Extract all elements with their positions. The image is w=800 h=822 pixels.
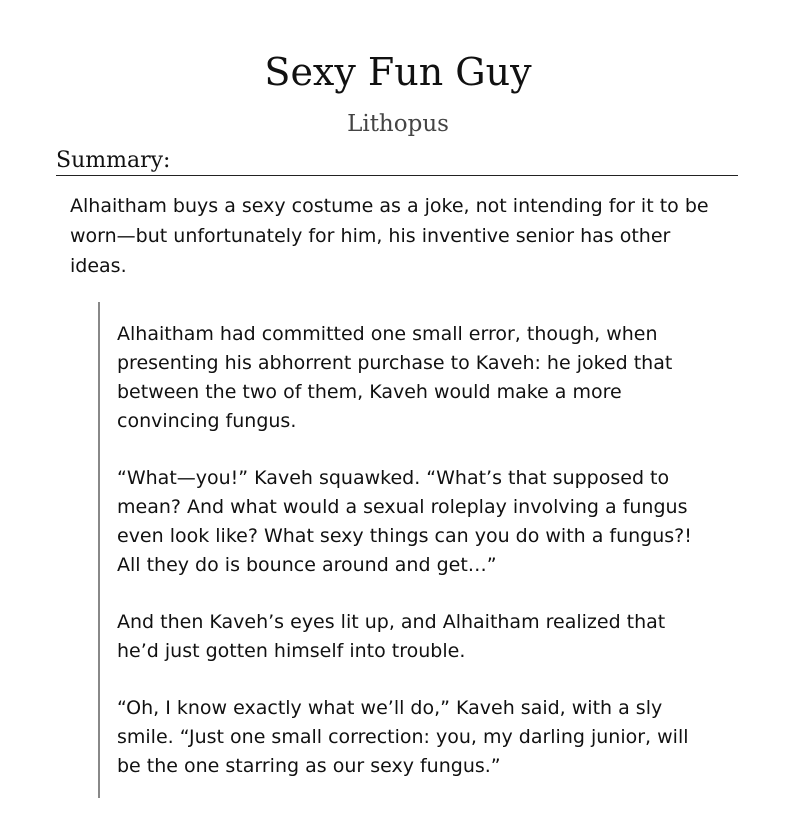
- excerpt-paragraph: “What—you!” Kaveh squawked. “What’s that supposed to mean? And what would a sexual roleplay involving a fungus even look like? What sexy things can you do with a fungus?! All they do is bounce around and get…”: [117, 467, 692, 576]
- excerpt-paragraph: “Oh, I know exactly what we’ll do,” Kaveh said, with a sly smile. “Just one small correction: you, my darling junior, will be the one starring as our sexy fungus.”: [117, 697, 689, 777]
- summary-heading: Summary:: [56, 146, 738, 176]
- excerpt-paragraph: And then Kaveh’s eyes lit up, and Alhaitham realized that he’d just gotten himself into trouble.: [117, 611, 666, 662]
- work-author[interactable]: Lithopus: [347, 111, 449, 137]
- summary-text: Alhaitham buys a sexy costume as a joke, not intending for it to be worn—but unfortunately for him, his inventive senior has other ideas.: [70, 195, 709, 277]
- work-title: Sexy Fun Guy: [264, 50, 532, 94]
- excerpt-paragraph: Alhaitham had committed one small error, though, when presenting his abhorrent purchase to Kaveh: he joked that between the two of them, Kaveh would make a more convincing fungus.: [117, 323, 673, 432]
- excerpt-blockquote: [98, 302, 718, 798]
